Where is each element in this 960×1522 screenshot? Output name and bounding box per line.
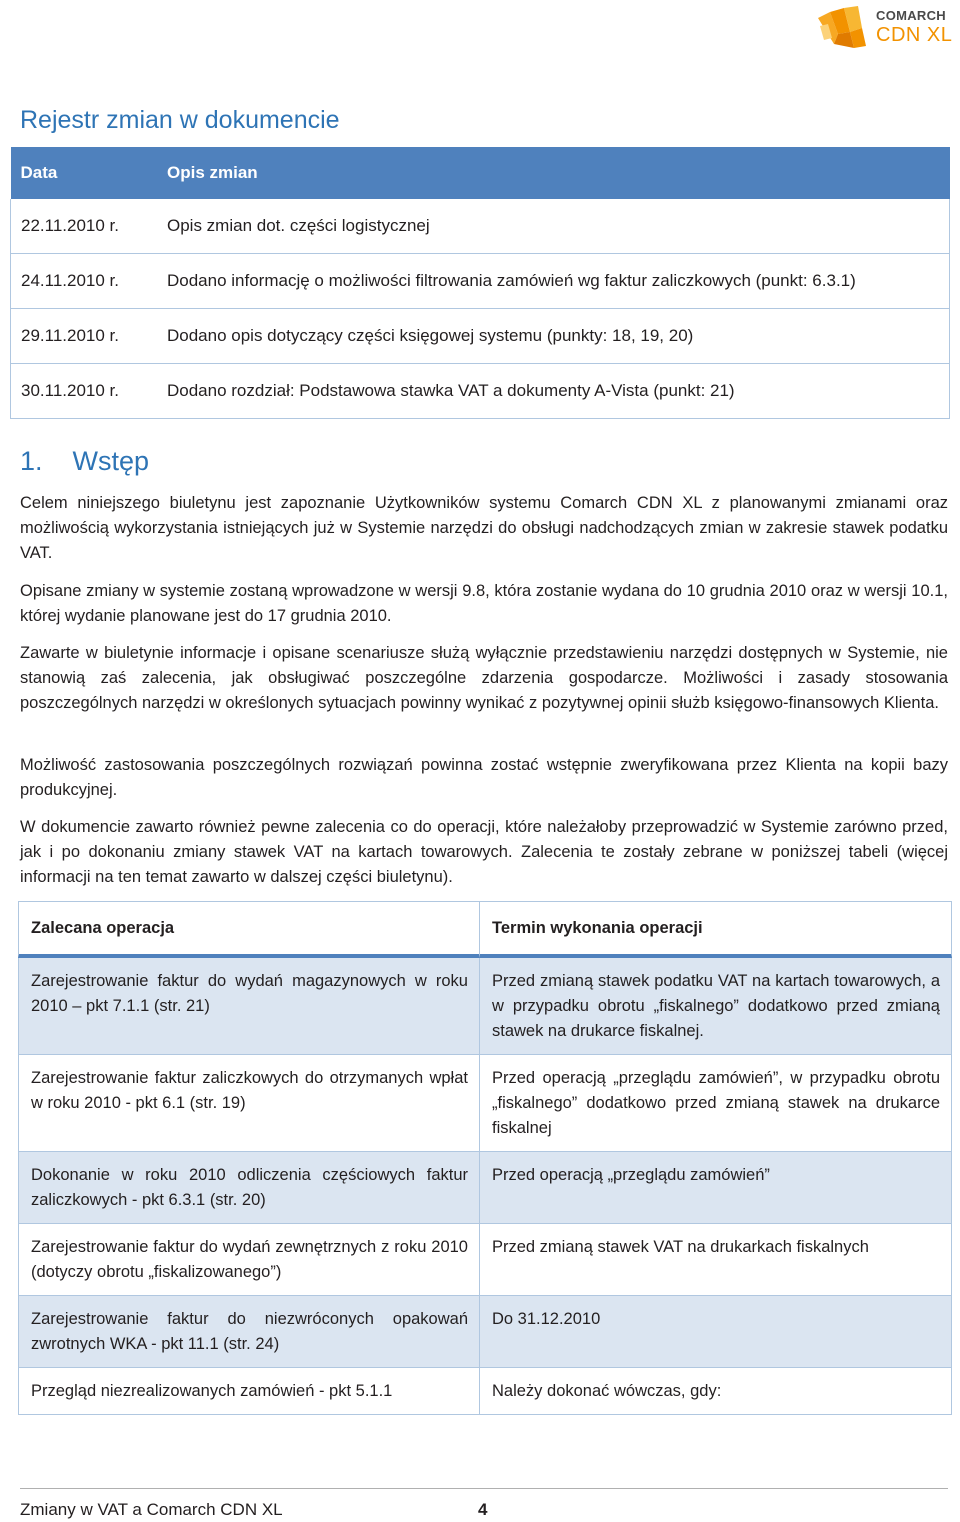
changelog-date: 30.11.2010 r. <box>11 364 158 419</box>
operation-cell: Zarejestrowanie faktur do niezwróconych opakowań zwrotnych WKA - pkt 11.1 (str. 24) <box>18 1296 480 1368</box>
operation-cell: Dokonanie w roku 2010 odliczenia częściowych faktur zaliczkowych - pkt 6.3.1 (str. 20) <box>18 1152 480 1224</box>
table-row <box>11 364 950 419</box>
table-row <box>18 1224 952 1296</box>
operations-table <box>18 901 952 1415</box>
page-number: 4 <box>478 1500 488 1519</box>
paragraph: Celem niniejszego biuletynu jest zapoznanie Użytkowników systemu Comarch CDN XL z planowanymi zmianami oraz możliwością wykorzystania istniejących już w Systemie narzędzi do obsługi nadchodzących zmian w zakresie stawek podatku VAT. <box>20 494 948 562</box>
changelog-desc: Dodano opis dotyczący części księgowej systemu (punkty: 18, 19, 20) <box>157 309 950 364</box>
term-cell: Przed zmianą stawek VAT na drukarkach fiskalnych <box>480 1224 952 1296</box>
table-row <box>18 1152 952 1224</box>
term-cell: Należy dokonać wówczas, gdy: <box>480 1368 952 1415</box>
operation-cell: Przegląd niezrealizowanych zamówień - pkt 5.1.1 <box>18 1368 480 1415</box>
term-cell: Przed operacją „przeglądu zamówień” <box>480 1152 952 1224</box>
footer-title: Zmiany w VAT a Comarch CDN XL <box>20 1500 283 1519</box>
term-cell: Przed operacją „przeglądu zamówień”, w przypadku obrotu „fiskalnego” dodatkowo przed zmianą stawek na drukarce fiskalnej <box>480 1055 952 1152</box>
table-row <box>18 1296 952 1368</box>
table-row <box>11 309 950 364</box>
changelog-desc: Dodano rozdział: Podstawowa stawka VAT a dokumenty A-Vista (punkt: 21) <box>157 364 950 419</box>
table-row <box>18 958 952 1055</box>
term-cell: Przed zmianą stawek podatku VAT na kartach towarowych, a w przypadku obrotu „fiskalnego” dodatkowo przed zmianą stawek na drukarce fiskalnej. <box>480 958 952 1055</box>
operations-header-term: Termin wykonania operacji <box>480 901 952 958</box>
paragraph: W dokumencie zawarto również pewne zalecenia co do operacji, które należałoby przeprowadzić w Systemie zarówno przed, jak i po dokonaniu zmiany stawek VAT na kartach towarowych. Zalecenia te zostały zebrane w poniższej tabeli (więcej informacji na ten temat zawarto w dalszej części biuletynu). <box>20 818 948 886</box>
operations-header-row <box>18 901 952 958</box>
changelog-desc: Opis zmian dot. części logistycznej <box>157 199 950 254</box>
table-row <box>18 1368 952 1415</box>
changelog-header-desc: Opis zmian <box>157 147 950 199</box>
operation-cell: Zarejestrowanie faktur do wydań zewnętrznych z roku 2010 (dotyczy obrotu „fiskalizowanego”) <box>18 1224 480 1296</box>
changelog-date: 24.11.2010 r. <box>11 254 158 309</box>
paragraph: Możliwość zastosowania poszczególnych rozwiązań powinna zostać wstępnie zweryfikowana przez Klienta na kopii bazy produkcyjnej. <box>20 756 948 799</box>
paragraph: Zawarte w biuletynie informacje i opisane scenariusze służą wyłącznie przedstawieniu narzędzi dostępnych w Systemie, nie stanowią zaś zalecenia, jak obsługiwać poszczególne zdarzenia gospodarcze. Możliwości i zasady stosowania poszczególnych narzędzi w określonych sytuacjach powinny wynikać z pozytywnej opinii służb księgowo-finansowych Klienta. <box>20 644 948 712</box>
brand-name: COMARCH <box>876 8 946 23</box>
section-heading <box>20 446 149 477</box>
changelog-title: Rejestr zmian w dokumencie <box>20 106 340 134</box>
changelog-desc: Dodano informację o możliwości filtrowania zamówień wg faktur zaliczkowych (punkt: 6.3.1) <box>157 254 950 309</box>
table-row <box>18 1055 952 1152</box>
changelog-header-date: Data <box>11 147 158 199</box>
changelog-date: 29.11.2010 r. <box>11 309 158 364</box>
operations-header-op: Zalecana operacja <box>18 901 480 958</box>
section-number: 1. <box>20 446 43 476</box>
section-title: Wstęp <box>72 446 150 476</box>
changelog-table <box>10 147 950 419</box>
operation-cell: Zarejestrowanie faktur zaliczkowych do otrzymanych wpłat w roku 2010 - pkt 6.1 (str. 19) <box>18 1055 480 1152</box>
operation-cell: Zarejestrowanie faktur do wydań magazynowych w roku 2010 – pkt 7.1.1 (str. 21) <box>18 958 480 1055</box>
table-row <box>11 199 950 254</box>
term-cell: Do 31.12.2010 <box>480 1296 952 1368</box>
changelog-header-row <box>11 147 950 199</box>
brand-product: CDN XL <box>876 24 953 46</box>
paragraph: Opisane zmiany w systemie zostaną wprowadzone w wersji 9.8, która zostanie wydana do 10 grudnia 2010 oraz w wersji 10.1, której wydanie planowane jest do 17 grudnia 2010. <box>20 582 948 625</box>
changelog-date: 22.11.2010 r. <box>11 199 158 254</box>
table-row <box>11 254 950 309</box>
footer-divider <box>20 1488 948 1489</box>
